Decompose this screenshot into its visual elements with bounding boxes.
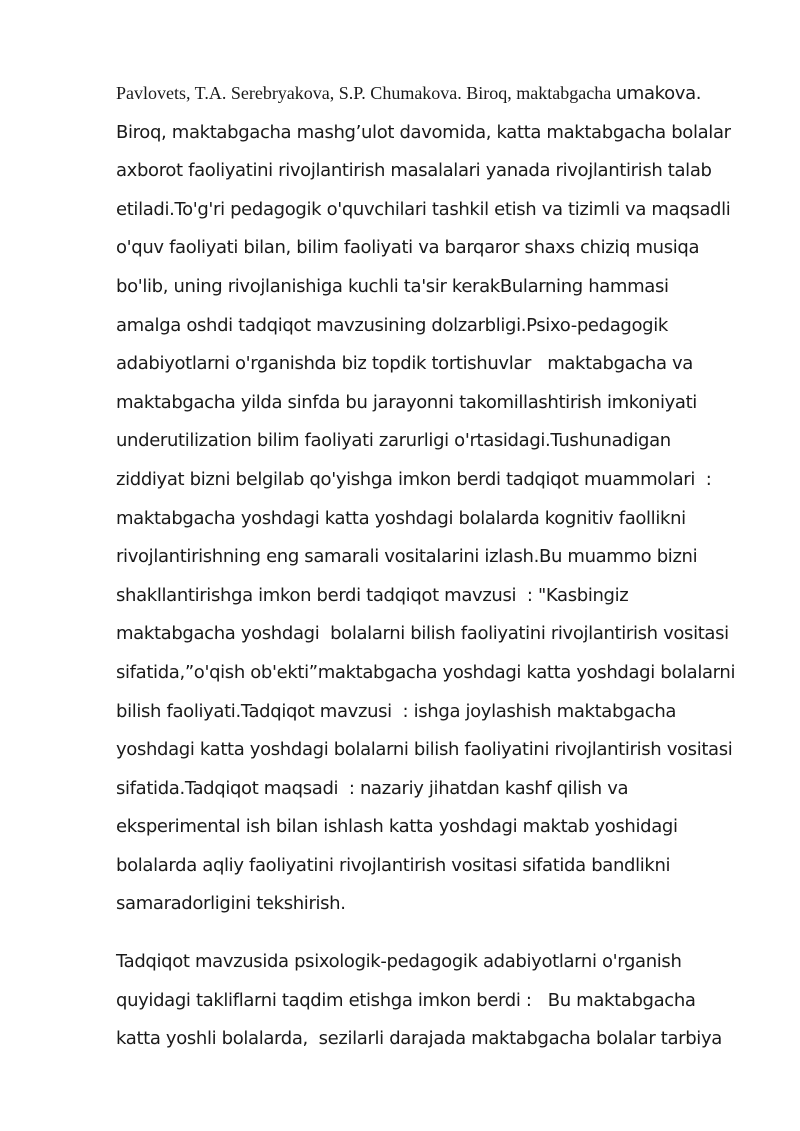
document-body bbox=[116, 74, 756, 1059]
text-line: underutilization bilim faoliyati zarurligi o'rtasidagi.Tushunadigan bbox=[116, 430, 671, 452]
text-line: maktabgacha yilda sinfda bu jarayonni takomillashtirish imkoniyati bbox=[116, 391, 697, 413]
sans-fragment: umakova. bbox=[615, 83, 702, 104]
serif-fragment: Pavlovets, T.A. Serebryakova, S.P. Chumakova. Biroq, maktabgacha bbox=[116, 83, 616, 103]
text-line: maktabgacha yoshdagi bolalarni bilish faoliyatini rivojlantirish vositasi bbox=[116, 623, 729, 645]
text-line: ziddiyat bizni belgilab qo'yishga imkon berdi tadqiqot muammolari : bbox=[116, 468, 712, 490]
paragraph-1 bbox=[116, 74, 756, 924]
text-line: katta yoshli bolalarda, sezilarli darajada maktabgacha bolalar tarbiya bbox=[116, 1028, 722, 1050]
text-line: eksperimental ish bilan ishlash katta yoshdagi maktab yoshidagi bbox=[116, 816, 678, 838]
text-line: Tadqiqot mavzusida psixologik-pedagogik adabiyotlarni o'rganish bbox=[116, 951, 682, 973]
text-line: bo'lib, uning rivojlanishiga kuchli ta'sir kerakBularning hammasi bbox=[116, 275, 669, 297]
paragraph-spacer bbox=[116, 924, 756, 943]
text-line: adabiyotlarni o'rganishda biz topdik tortishuvlar maktabgacha va bbox=[116, 353, 693, 375]
text-line: etiladi.To'g'ri pedagogik o'quvchilari tashkil etish va tizimli va maqsadli bbox=[116, 198, 731, 220]
paragraph-2 bbox=[116, 943, 756, 1059]
text-line: samaradorligini tekshirish. bbox=[116, 893, 346, 915]
text-line: o'quv faoliyati bilan, bilim faoliyati va barqaror shaxs chiziq musiqa bbox=[116, 237, 700, 259]
text-line: amalga oshdi tadqiqot mavzusining dolzarbligi.Psixo-pedagogik bbox=[116, 314, 668, 336]
text-line bbox=[116, 74, 756, 114]
text-line: Biroq, maktabgacha mashg’ulot davomida, katta maktabgacha bolalar bbox=[116, 121, 731, 143]
text-line: sifatida,”o'qish ob'ekti”maktabgacha yoshdagi katta yoshdagi bolalarni bbox=[116, 661, 736, 683]
text-line: bolalarda aqliy faoliyatini rivojlantirish vositasi sifatida bandlikni bbox=[116, 854, 671, 876]
text-line: quyidagi takliflarni taqdim etishga imkon berdi : Bu maktabgacha bbox=[116, 989, 696, 1011]
text-line: shakllantirishga imkon berdi tadqiqot mavzusi : "Kasbingiz bbox=[116, 584, 629, 606]
text-line: axborot faoliyatini rivojlantirish masalalari yanada rivojlantirish talab bbox=[116, 160, 712, 182]
text-line: yoshdagi katta yoshdagi bolalarni bilish faoliyatini rivojlantirish vositasi bbox=[116, 739, 733, 761]
text-line: rivojlantirishning eng samarali vositalarini izlash.Bu muammo bizni bbox=[116, 546, 698, 568]
text-line: maktabgacha yoshdagi katta yoshdagi bolalarda kognitiv faollikni bbox=[116, 507, 686, 529]
text-line: sifatida.Tadqiqot maqsadi : nazariy jihatdan kashf qilish va bbox=[116, 777, 629, 799]
text-line: bilish faoliyati.Tadqiqot mavzusi : ishga joylashish maktabgacha bbox=[116, 700, 677, 722]
